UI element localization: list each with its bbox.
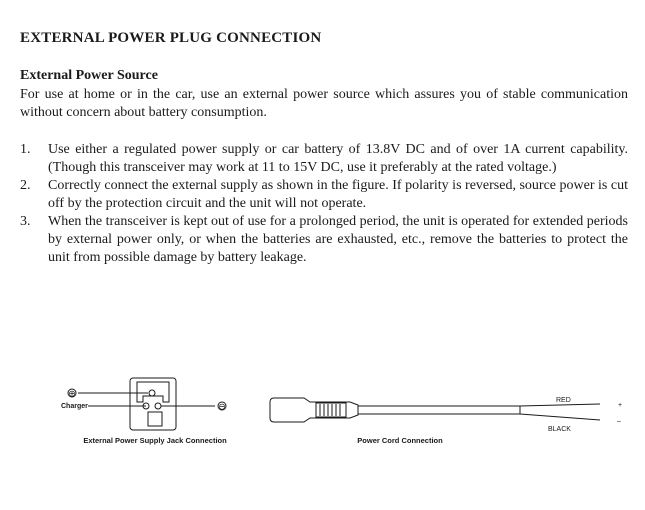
plus-symbol: ⊕: [68, 389, 76, 400]
power-cord-diagram: [270, 398, 600, 422]
step-text: When the transceiver is kept out of use for a prolonged period, the unit is operated for extended periods by external power only, or when the batteries are exhausted, etc., remove the batteries to protect the unit from possible damage by battery leakage.: [48, 214, 628, 265]
red-wire-label: RED: [556, 397, 571, 404]
charger-label: Charger: [61, 403, 88, 410]
steps-list: [20, 141, 628, 267]
cord-caption: Power Cord Connection: [357, 436, 443, 445]
step-number: 2.: [20, 178, 31, 193]
step-number: 3.: [20, 214, 31, 229]
jack-pin-icon: [155, 403, 161, 409]
step-text: Correctly connect the external supply as shown in the figure. If polarity is reversed, source power is cut off by the protection circuit and the unit will not operate.: [48, 178, 628, 211]
page-title: EXTERNAL POWER PLUG CONNECTION: [20, 30, 322, 46]
black-wire-label: BLACK: [548, 426, 571, 433]
plug-body: [270, 398, 358, 422]
jack-connection-diagram: [61, 378, 226, 430]
minus-mark: –: [617, 418, 621, 425]
section-heading: External Power Source: [20, 68, 158, 83]
list-item: [20, 177, 628, 213]
minus-symbol: ⊖: [218, 402, 226, 413]
connection-figure: [0, 360, 645, 460]
step-number: 1.: [20, 142, 31, 157]
step-text: Use either a regulated power supply or car battery of 13.8V DC and of over 1A current capability. (Though this transceiver may work at 11 to 15V DC, use it preferably at the rated voltage.): [48, 142, 628, 175]
intro-paragraph: For use at home or in the car, use an external power source which assures you of stable communication without concern about battery consumption.: [20, 87, 628, 120]
jack-caption: External Power Supply Jack Connection: [83, 436, 227, 445]
list-item: [20, 141, 628, 177]
jack-pin-icon: [149, 390, 155, 396]
list-item: [20, 213, 628, 267]
plus-mark: +: [618, 402, 623, 409]
